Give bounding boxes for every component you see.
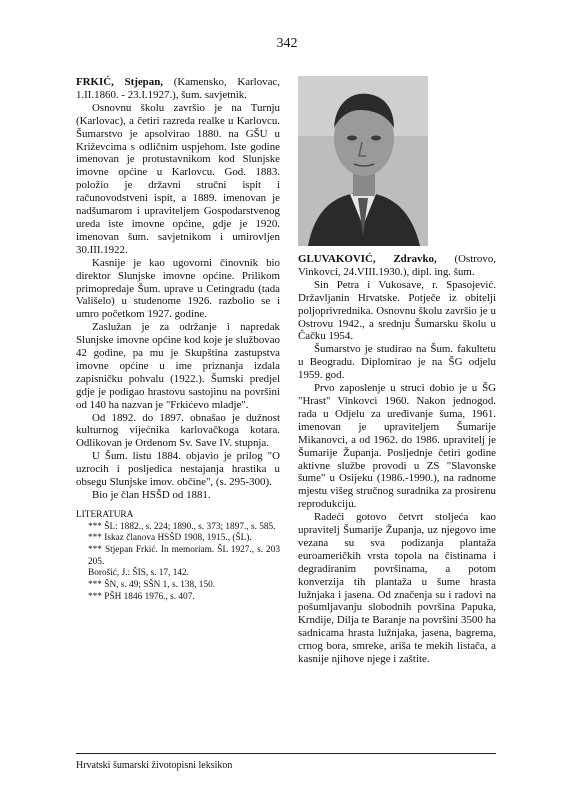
footer-title: Hrvatski šumarski životopisni leksikon — [76, 760, 233, 771]
entry-name: GLUVAKOVIĆ, Zdravko, — [298, 253, 437, 265]
paragraph: Zaslužan je za održanje i napredak Slunjske imovne općine kod koje je službovao 42 godine, pa mu je Skupština zastupstva imovne općine u ime priznanja izdala zapisničku pohvalu (1922.). Šumski predjel gdje je podigao hrastovu sastojinu na površini od 140 ha nazvan je "Frkićevo mladje". — [76, 321, 280, 411]
portrait-photo — [298, 76, 428, 246]
portrait-illustration — [298, 76, 428, 246]
literature-item: *** Iskaz članova HSŠD 1908, 1915., (ŠL). — [88, 533, 252, 544]
paragraph: Sin Petra i Vukosave, r. Spasojević. Državljanin Hrvatske. Potječe iz obitelji poljoprivrednika. Osnovnu školu završio je u Ostrovu 1942., a srednju Šumarsku školu u Čačku 1954. — [298, 278, 496, 343]
literature-item: *** ŠN, s. 49; SŠN 1, s. 138, 150. — [88, 580, 216, 591]
paragraph: Kasnije je kao ugovorni činovnik bio direktor Slunjske imovne općine. Prilikom primopredaje Šum. uprave u Cetingradu (tada Vališelo) u studenome 1926. razbolio se i umro početkom 1927. godine. — [76, 256, 280, 321]
entry-frkic — [76, 76, 280, 604]
page-number: 342 — [276, 36, 298, 51]
literature-item: Borošić, J.: ŠIS, s. 17, 142. — [88, 568, 189, 579]
paragraph: Radeći gotovo četvrt stoljeća kao upravitelj Šumarije Županja, uz njegovo ime vezana su sva podizanja plantaža euroameričkih vrsta topola na čistinama i degradiranim površinama, a potom konverzija tih plantaža u šume hrasta lužnjaka i jasena. Od značenja su i radovi na pošumljavanju slobodnih površina Papuka, Krndije, Dilja te Baranje na površini 3500 ha sadnicama hrasta lužnjaka, jasena, bagrema, crnog bora, smreke, ariša te mekih listača, a kasnije njihove njege i zaštite. — [298, 511, 496, 666]
literature-item: *** Stjepan Frkić. In memoriam. ŠL 1927., s. 203 205. — [88, 545, 280, 567]
paragraph: U Šum. listu 1884. objavio je prilog "O uzrocih i posljedica nestajanja hrastika u obsegu Slunjske imov. občine", (s. 295-300). — [76, 450, 280, 489]
literature-item: *** ŠL: 1882., s. 224; 1890., s. 373; 1897., s. 585. — [88, 521, 276, 532]
paragraph: Osnovnu školu završio je na Turnju (Karlovac), a četiri razreda realke u Karlovcu. Šumarstvo je apsolvirao 1880. na GŠU u Križevcima s odličnim uspjehom. Iste godine imenovan je protustavnikom kod Slunjske imovne općine u Karlovcu. God. 1883. položio je državni stručni ispit i računovodstveni ispit, a 1889. imenovan je nadšumarom i upraviteljem Gospodarstvenog ureda iste imovne općine, gdje je 1920. imenovan šum. savjetnikom i umirovljen 30.III.1922. — [76, 101, 280, 256]
paragraph: Bio je član HSŠD od 1881. — [92, 489, 211, 501]
literature-item: *** PŠH 1846 1976., s. 407. — [88, 591, 195, 602]
literature-heading: LITERATURA — [76, 509, 134, 520]
paragraph: Od 1892. do 1897. obnašao je dužnost kulturnog vijećnika karlovačkoga kotara. Odlikovan je Ordenom Sv. Save IV. stupnja. — [76, 411, 280, 450]
entry-heading — [298, 253, 496, 279]
entry-gluvakovic — [298, 253, 496, 666]
paragraph: Šumarstvo je studirao na Šum. fakultetu u Beogradu. Diplomirao je na ŠG odjelu 1959. god. — [298, 343, 496, 382]
footer-divider — [76, 753, 496, 754]
entry-intro: (Ostrovo, Vinkovci, 24.VIII.1930.), dipl. ing. šum. — [298, 253, 496, 278]
literature-list — [76, 510, 280, 604]
entry-heading — [76, 76, 280, 102]
entry-intro: (Kamensko, Karlovac, 1.II.1860. - 23.I.1927.), šum. savjetnik. — [76, 76, 280, 101]
paragraph: Prvo zaposlenje u struci dobio je u ŠG "Hrast" Vinkovci 1960. Nakon jednogod. rada u Odjelu za uređivanje šuma, 1961. imenovan je upraviteljem Šumarije Mikanovci, a od 1962. do 1986. upravitelj je Šumarije Županja. Posljednje četiri godine aktivne službe provodi u ZS "Slavonske šume" u Osijeku (1986.-1990.), na radnome mjestu višeg stručnog suradnika za prosirenu reprodukciju. — [298, 382, 496, 511]
entry-name: FRKIĆ, Stjepan, — [76, 76, 163, 88]
